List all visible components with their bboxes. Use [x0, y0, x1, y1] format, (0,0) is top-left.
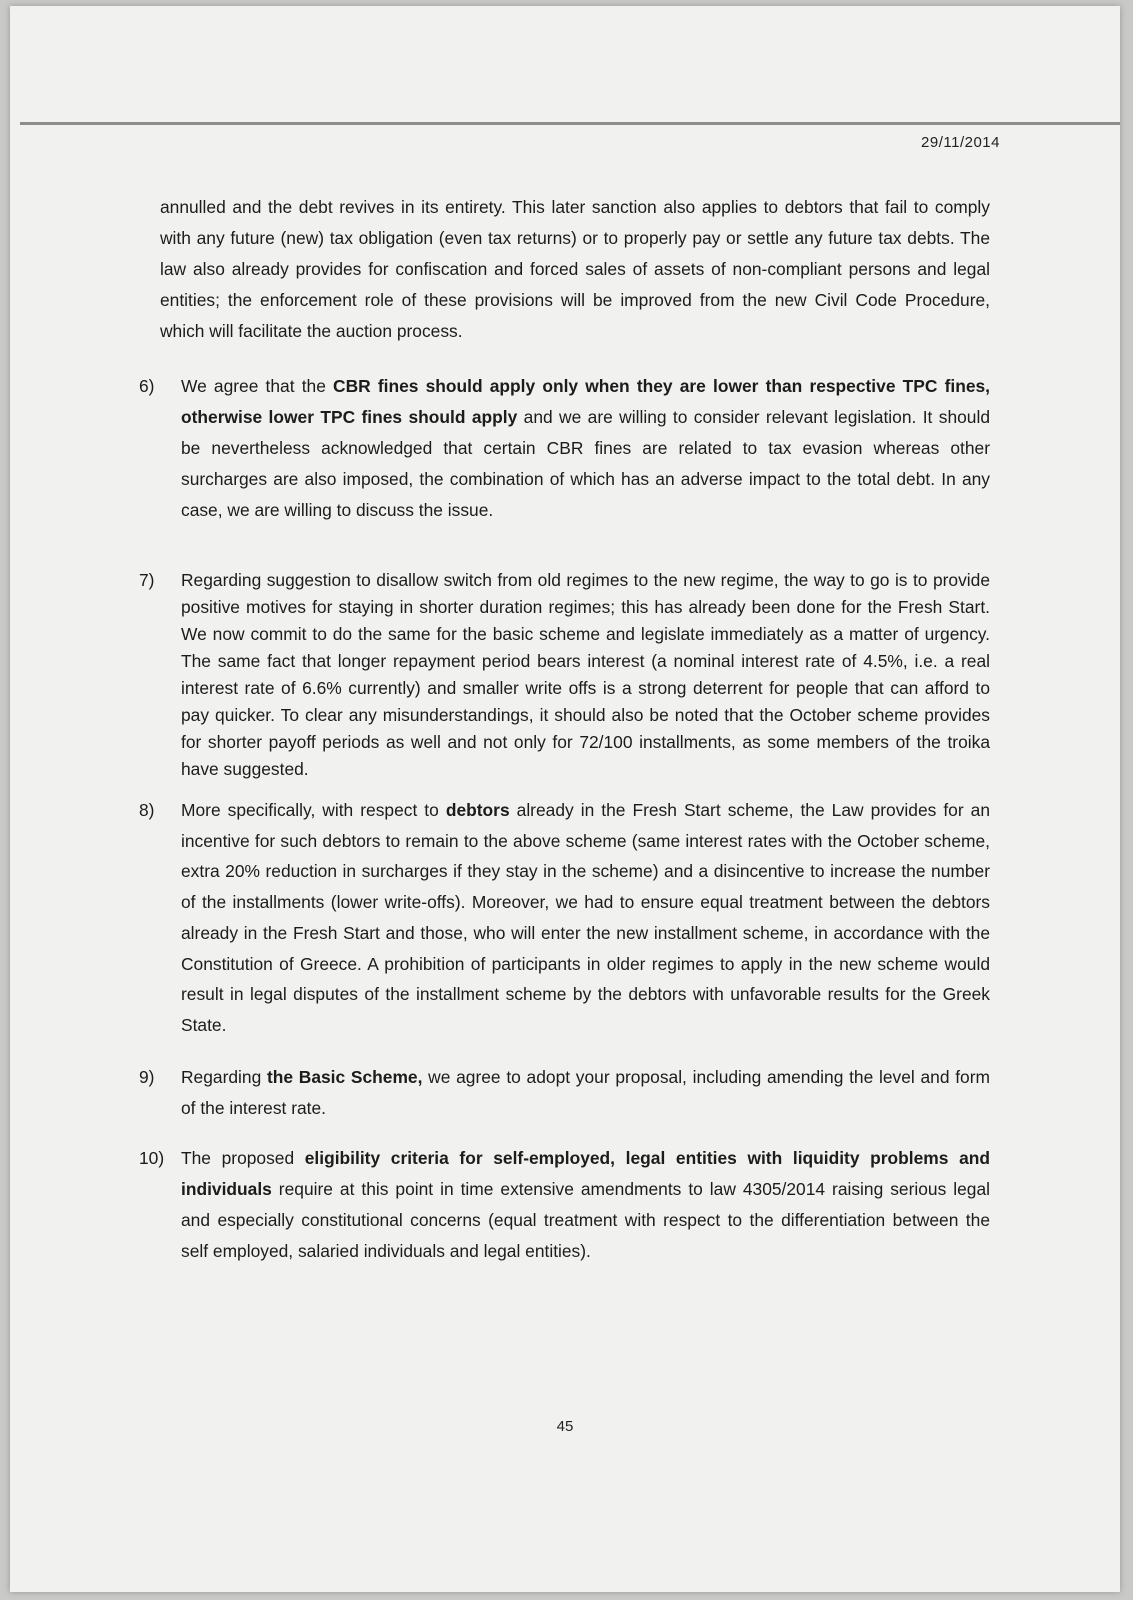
list-item-8 — [139, 795, 991, 1041]
page-content — [139, 192, 991, 1267]
continuation-paragraph: annulled and the debt revives in its entirety. This later sanction also applies to debtors that fail to comply with any future (new) tax obligation (even tax returns) or to properly pay or settle any future tax debts. The law also already provides for confiscation and forced sales of assets of non-compliant persons and legal entities; the enforcement role of these provisions will be improved from the new Civil Code Procedure, which will facilitate the auction process. — [160, 197, 990, 341]
document-page — [10, 6, 1120, 1592]
header-date: 29/11/2014 — [921, 134, 1000, 151]
item-text: We agree that the CBR fines should apply only when they are lower than respective TPC fines, otherwise lower TPC fines should apply and we are willing to consider relevant legislation. It should be nevertheless acknowledged that certain CBR fines are related to tax evasion whereas other surcharges are also imposed, the combination of which has an adverse impact to the total debt. In any case, we are willing to discuss the issue. — [181, 376, 990, 520]
item-number: 9) — [139, 1066, 155, 1087]
list-item-7 — [139, 567, 990, 783]
list-item-10 — [139, 1143, 990, 1267]
item-text: The proposed eligibility criteria for self-employed, legal entities with liquidity problems and individuals require at this point in time extensive amendments to law 4305/2014 raising serious legal and especially constitutional concerns (equal treatment with respect to the differentiation between the self employed, salaried individuals and legal entities). — [181, 1147, 990, 1261]
item-number: 7) — [139, 570, 155, 590]
list-item-9 — [139, 1062, 990, 1124]
item-text: More specifically, with respect to debtors already in the Fresh Start scheme, the Law provides for an incentive for such debtors to remain to the above scheme (same interest rates with the October scheme, extra 20% reduction in surcharges if they stay in the scheme) and a disincentive to increase the number of the installments (lower write-offs). Moreover, we had to ensure equal treatment between the debtors already in the Fresh Start and those, who will enter the new installment scheme, in accordance with the Constitution of Greece. A prohibition of participants in older regimes to apply in the new scheme would result in legal disputes of the installment scheme by the debtors with unfavorable results for the Greek State. — [181, 800, 991, 1035]
page-number: 45 — [556, 1418, 574, 1435]
list-item-6 — [139, 371, 990, 526]
item-text: Regarding the Basic Scheme, we agree to adopt your proposal, including amending the level and form of the interest rate. — [181, 1066, 990, 1118]
item-number: 6) — [139, 376, 155, 396]
item-text: Regarding suggestion to disallow switch from old regimes to the new regime, the way to go is to provide positive motives for staying in shorter duration regimes; this has already been done for the Fresh Start. We now commit to do the same for the basic scheme and legislate immediately as a matter of urgency. The same fact that longer repayment period bears interest (a nominal interest rate of 4.5%, i.e. a real interest rate of 6.6% currently) and smaller write offs is a strong deterrent for people that can afford to pay quicker. To clear any misunderstandings, it should also be noted that the October scheme provides for shorter payoff periods as well and not only for 72/100 installments, as some members of the troika have suggested. — [181, 570, 990, 779]
item-number: 8) — [139, 800, 155, 820]
header-rule — [20, 122, 1120, 125]
item-number: 10) — [139, 1147, 165, 1168]
